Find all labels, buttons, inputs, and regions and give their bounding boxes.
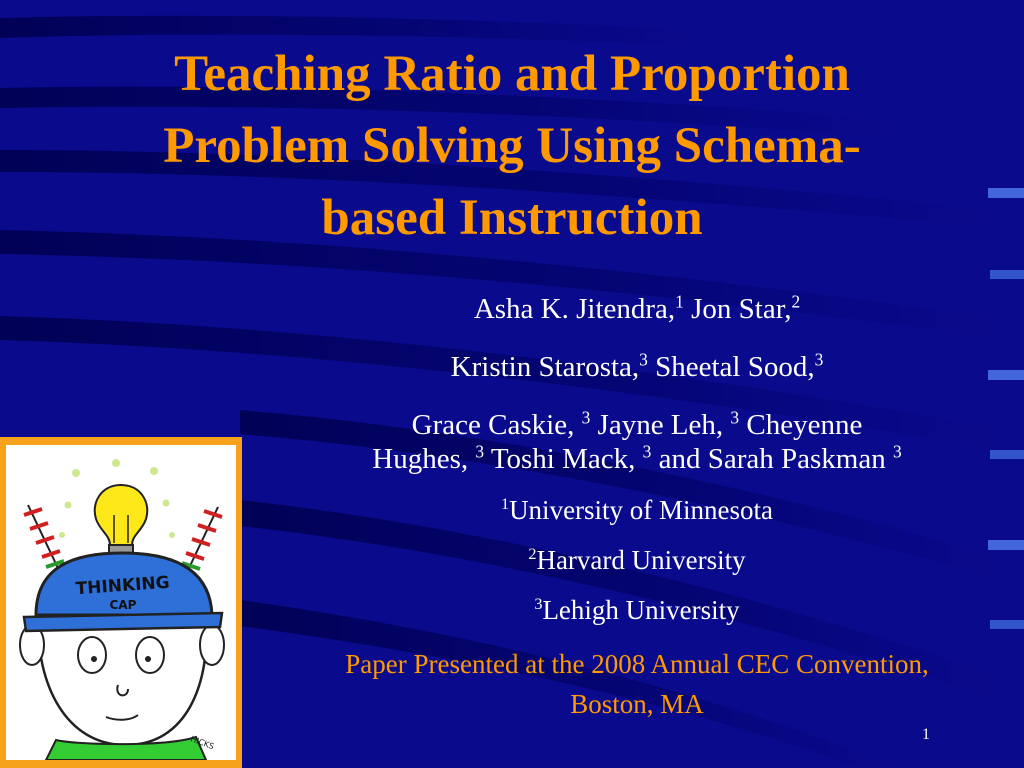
artist-signature: HICKS [189,734,216,752]
author-sup: 3 [581,407,591,428]
title-line-3: based Instruction [321,190,703,246]
author-line-3b [262,442,1012,476]
author-sup: 3 [475,441,485,462]
thinking-cap-clipart [6,445,236,760]
author-name: Grace Caskie, [411,409,582,441]
affiliation-name: University of Minnesota [509,495,774,525]
title-line-2: Problem Solving Using Schema- [163,118,861,174]
author-name: Jon Star, [683,293,792,325]
affiliation-2 [262,544,1012,576]
paper-note-line-2: Boston, MA [570,689,704,719]
author-sup: 3 [639,349,648,370]
cap-sub: CAP [109,598,137,612]
author-line-2 [262,350,1012,384]
authors-block [262,292,1012,724]
author-name: Asha K. Jitendra, [473,293,676,325]
thinking-cap-illustration [6,445,236,760]
author-name: Jayne Leh, [590,409,731,441]
affiliation-3 [262,594,1012,626]
author-name: Sheetal Sood, [647,351,815,383]
paper-note-line-1: Paper Presented at the 2008 Annual CEC Convention, [345,649,929,679]
author-name: Hughes, [372,443,476,475]
author-line-3a [262,408,1012,442]
author-sup: 2 [791,291,801,312]
page-number: 1 [922,726,930,743]
title-line-1: Teaching Ratio and Proportion [174,46,850,102]
author-sup: 3 [892,441,902,462]
affiliation-1 [262,494,1012,526]
author-name: Toshi Mack, [484,443,643,475]
author-line-1 [262,292,1012,326]
affiliation-sup: 2 [528,545,537,563]
author-name: Kristin Starosta, [450,351,640,383]
author-sup: 1 [675,291,684,312]
author-name: and Sarah Paskman [651,443,893,475]
paper-note [262,644,1012,724]
author-sup: 3 [642,441,652,462]
cap-word: THINKING [75,572,171,600]
affiliation-sup: 1 [500,495,510,513]
affiliation-sup: 3 [534,595,543,613]
affiliation-name: Harvard University [536,545,746,575]
author-name: Cheyenne [739,409,863,441]
clipart-frame [0,437,242,768]
affiliation-name: Lehigh University [542,595,740,625]
slide-title [40,38,984,254]
author-sup: 3 [730,407,740,428]
author-sup: 3 [814,349,824,370]
